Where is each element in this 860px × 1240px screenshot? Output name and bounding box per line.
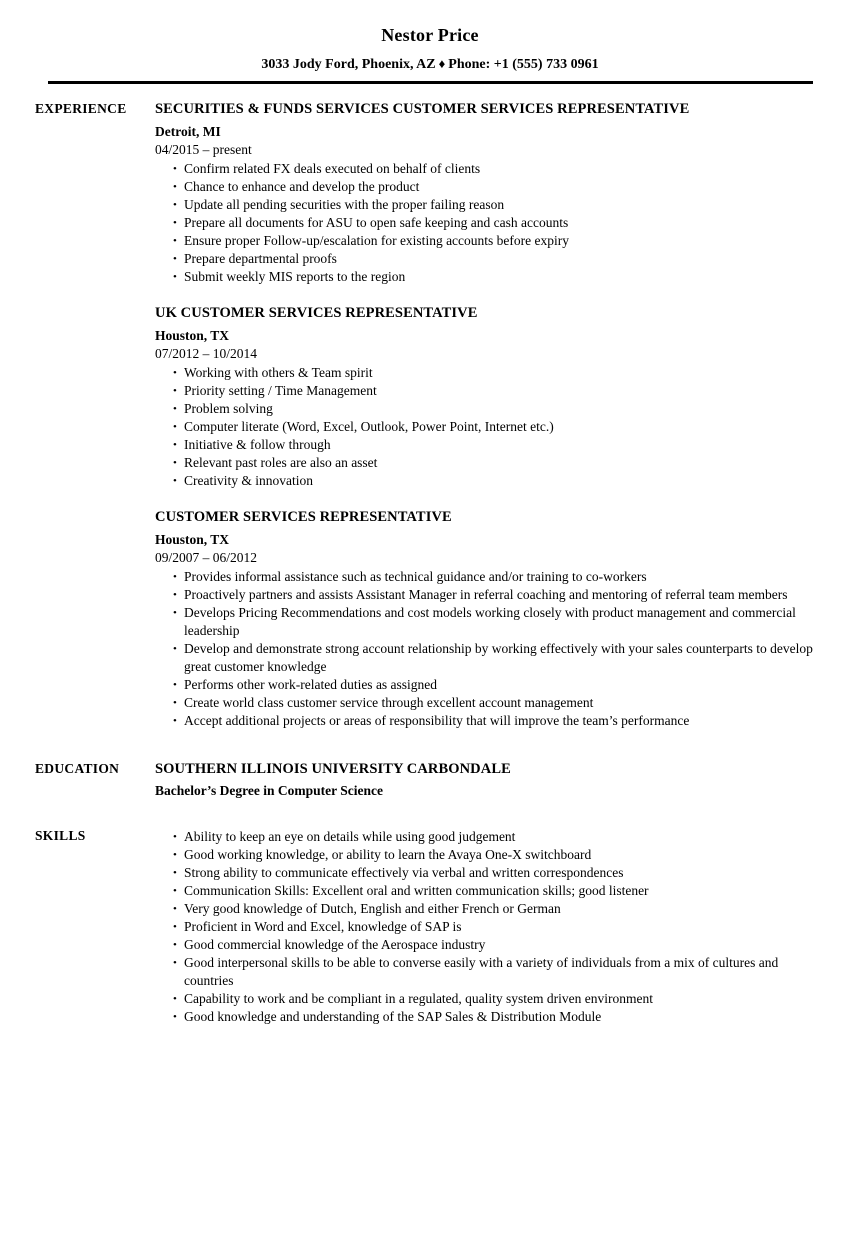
education-degree: Bachelor’s Degree in Computer Science: [155, 783, 383, 798]
job-bullet-list: [155, 160, 830, 286]
section-label-education: EDUCATION: [35, 761, 120, 776]
job-title: CUSTOMER SERVICES REPRESENTATIVE: [155, 509, 452, 525]
job-dates: 09/2007 – 06/2012: [155, 550, 258, 565]
job-bullet-list: [155, 568, 830, 730]
job-bullet: • Develops Pricing Recommendations and cost models working closely with product management and commercial leadership: [155, 604, 830, 640]
job-entry: [155, 508, 830, 730]
job-dates: 07/2012 – 10/2014: [155, 346, 258, 361]
resume-header: [0, 0, 860, 84]
education-entries: [155, 760, 830, 800]
job-location: Houston, TX: [155, 328, 230, 343]
job-bullet: • Prepare departmental proofs: [155, 250, 830, 268]
job-bullet: • Submit weekly MIS reports to the region: [155, 268, 830, 286]
candidate-name: Nestor Price: [381, 25, 479, 45]
job-bullet: • Problem solving: [155, 400, 830, 418]
job-bullet: • Proactively partners and assists Assistant Manager in referral coaching and mentoring of referral team members: [155, 586, 830, 604]
job-location: Houston, TX: [155, 532, 230, 547]
job-bullet: • Chance to enhance and develop the product: [155, 178, 830, 196]
education-school: SOUTHERN ILLINOIS UNIVERSITY CARBONDALE: [155, 761, 511, 777]
job-dates: 04/2015 – present: [155, 142, 252, 157]
job-bullet: • Accept additional projects or areas of responsibility that will improve the team’s performance: [155, 712, 830, 730]
skill-bullet: • Good commercial knowledge of the Aerospace industry: [155, 936, 830, 954]
contact-line: [0, 54, 860, 75]
job-location: Detroit, MI: [155, 124, 221, 139]
job-bullet: • Working with others & Team spirit: [155, 364, 830, 382]
skills-bullet-list: [155, 828, 830, 1026]
job-bullet: • Create world class customer service through excellent account management: [155, 694, 830, 712]
job-bullet: • Priority setting / Time Management: [155, 382, 830, 400]
skill-bullet: • Strong ability to communicate effectively via verbal and written correspondences: [155, 864, 830, 882]
job-entry: [155, 100, 830, 286]
resume-body: [0, 100, 860, 1026]
job-bullet: • Computer literate (Word, Excel, Outlook, Power Point, Internet etc.): [155, 418, 830, 436]
skills-entries: [155, 827, 830, 1026]
section-label-experience: EXPERIENCE: [35, 101, 127, 116]
experience-entries: [155, 100, 830, 730]
job-bullet-list: [155, 364, 830, 490]
contact-phone: Phone: +1 (555) 733 0961: [448, 57, 599, 72]
skill-bullet: • Very good knowledge of Dutch, English and either French or German: [155, 900, 830, 918]
job-bullet: • Ensure proper Follow-up/escalation for existing accounts before expiry: [155, 232, 830, 250]
job-title: UK CUSTOMER SERVICES REPRESENTATIVE: [155, 305, 478, 321]
skill-bullet: • Capability to work and be compliant in a regulated, quality system driven environment: [155, 990, 830, 1008]
job-bullet: • Develop and demonstrate strong account relationship by working effectively with your sales counterparts to develop great customer knowledge: [155, 640, 830, 676]
job-bullet: • Provides informal assistance such as technical guidance and/or training to co-workers: [155, 568, 830, 586]
skill-bullet: • Proficient in Word and Excel, knowledge of SAP is: [155, 918, 830, 936]
skill-bullet: • Good interpersonal skills to be able to converse easily with a variety of individuals from a mix of cultures and countries: [155, 954, 830, 990]
section-experience: [35, 100, 830, 730]
skill-bullet: • Ability to keep an eye on details while using good judgement: [155, 828, 830, 846]
skill-bullet: • Communication Skills: Excellent oral and written communication skills; good listener: [155, 882, 830, 900]
job-title: SECURITIES & FUNDS SERVICES CUSTOMER SERVICES REPRESENTATIVE: [155, 101, 690, 117]
skill-bullet: • Good knowledge and understanding of the SAP Sales & Distribution Module: [155, 1008, 830, 1026]
job-bullet: • Prepare all documents for ASU to open safe keeping and cash accounts: [155, 214, 830, 232]
header-divider: [48, 81, 813, 84]
section-education: [35, 760, 830, 800]
job-bullet: • Creativity & innovation: [155, 472, 830, 490]
job-bullet: • Initiative & follow through: [155, 436, 830, 454]
skill-bullet: • Good working knowledge, or ability to learn the Avaya One-X switchboard: [155, 846, 830, 864]
job-bullet: • Confirm related FX deals executed on behalf of clients: [155, 160, 830, 178]
diamond-separator-icon: ♦: [438, 56, 446, 71]
job-bullet: • Relevant past roles are also an asset: [155, 454, 830, 472]
job-entry: [155, 304, 830, 490]
contact-address: 3033 Jody Ford, Phoenix, AZ: [261, 57, 436, 72]
section-label-skills: SKILLS: [35, 828, 86, 843]
section-skills: [35, 827, 830, 1026]
job-bullet: • Update all pending securities with the proper failing reason: [155, 196, 830, 214]
job-bullet: • Performs other work-related duties as assigned: [155, 676, 830, 694]
